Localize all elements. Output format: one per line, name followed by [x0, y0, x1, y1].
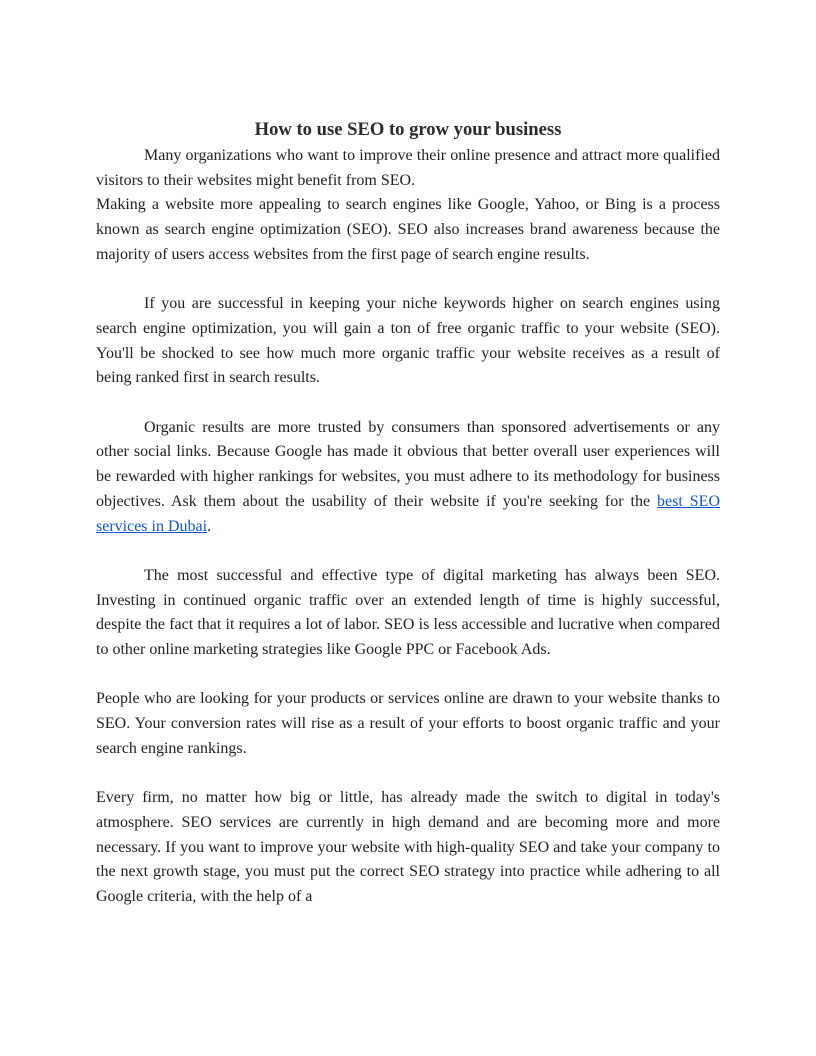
paragraph-every-firm: Every firm, no matter how big or little, has already made the switch to digital in today's atmosphere. SEO services are currently in high demand and are becoming more and more necessary. If you want to improve your website with high-quality SEO and take your company to the next growth stage, you must put the correct SEO strategy into practice while adhering to all Google criteria, with the help of a — [96, 789, 720, 906]
document-title: How to use SEO to grow your business — [254, 119, 562, 140]
paragraph-definition: Making a website more appealing to search engines like Google, Yahoo, or Bing is a process known as search engine optimization (SEO). SEO also increases brand awareness because the majority of users access websites from the first page of search engine results. — [96, 196, 720, 263]
paragraph-digital-marketing: The most successful and effective type of digital marketing has always been SEO. Investing in continued organic traffic over an extended length of time is highly successful, despite the fact that it requires a lot of labor. SEO is less accessible and lucrative when compared to other online marketing strategies like Google PPC or Facebook Ads. — [96, 566, 720, 659]
paragraph-spacer — [96, 391, 720, 416]
paragraph-spacer — [96, 268, 720, 293]
seo-services-link[interactable]: best SEO services in Dubai — [96, 492, 721, 535]
paragraph-intro: Many organizations who want to improve their online presence and attract more qualified visitors to their websites might benefit from SEO. — [96, 147, 720, 189]
paragraph-spacer — [96, 539, 720, 564]
paragraph-organic-text: Organic results are more trusted by consumers than sponsored advertisements or any other social links. Because Google has made it obvious that better overall user experiences will be rewarded with higher rankings for websites, you must adhere to its methodology for business objectives. Ask them about the usability of their website if you're seeking for the — [96, 418, 720, 510]
paragraph-organic-end: . — [207, 517, 212, 535]
document-page — [96, 116, 720, 910]
paragraph-spacer — [96, 663, 720, 688]
paragraph-keywords: If you are successful in keeping your niche keywords higher on search engines using search engine optimization, you will gain a ton of free organic traffic to your website (SEO). You'll be shocked to see how much more organic traffic your website receives as a result of being ranked first in search results. — [96, 295, 720, 387]
paragraph-conversion: People who are looking for your products or services online are drawn to your website thanks to SEO. Your conversion rates will rise as a result of your efforts to boost organic traffic and your search engine rankings. — [96, 690, 720, 757]
paragraph-spacer — [96, 762, 720, 787]
paragraph-organic-results — [96, 416, 720, 540]
